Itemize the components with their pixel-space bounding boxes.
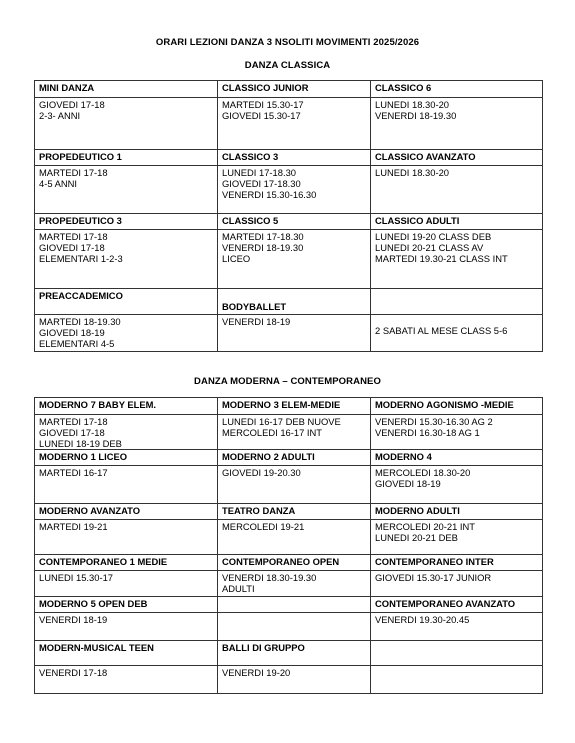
course-schedule <box>218 613 371 641</box>
course-name: MODERNO 5 OPEN DEB <box>35 597 218 613</box>
course-name: MODERNO 7 BABY ELEM. <box>35 398 218 415</box>
course-schedule: LUNEDI 19-20 CLASS DEB LUNEDI 20-21 CLASS AV MARTEDI 19.30-21 CLASS INT <box>371 230 543 289</box>
course-schedule <box>371 666 543 694</box>
course-schedule: MARTEDI 19-21 <box>35 520 218 555</box>
course-name: BODYBALLET <box>218 289 371 315</box>
course-name: MODERNO AVANZATO <box>35 504 218 520</box>
course-name: CONTEMPORANEO AVANZATO <box>371 597 543 613</box>
course-name: CLASSICO ADULTI <box>371 214 543 230</box>
course-schedule: LUNEDI 18.30-20 VENERDI 18-19.30 <box>371 98 543 150</box>
section-title-moderna: DANZA MODERNA – CONTEMPORANEO <box>194 376 381 387</box>
course-schedule: VENERDI 19.30-20.45 <box>371 613 543 641</box>
course-name <box>371 289 543 315</box>
course-schedule: GIOVEDI 17-18 2-3- ANNI <box>35 98 218 150</box>
course-name: MODERNO 1 LICEO <box>35 450 218 466</box>
course-schedule: MARTEDI 17-18 GIOVEDI 17-18 ELEMENTARI 1-2-3 <box>35 230 218 289</box>
course-schedule: MARTEDI 17-18 4-5 ANNI <box>35 166 218 214</box>
course-schedule: MARTEDI 17-18.30 VENERDI 18-19.30 LICEO <box>218 230 371 289</box>
course-schedule: VENERDI 17-18 <box>35 666 218 694</box>
course-schedule: LUNEDI 17-18.30 GIOVEDI 17-18.30 VENERDI 15.30-16.30 <box>218 166 371 214</box>
course-name: CONTEMPORANEO OPEN <box>218 555 371 571</box>
course-schedule: GIOVEDI 19-20.30 <box>218 466 371 504</box>
course-name: MODERNO 2 ADULTI <box>218 450 371 466</box>
course-name <box>218 597 371 613</box>
course-schedule: LUNEDI 16-17 DEB NUOVE MERCOLEDI 16-17 INT <box>218 415 371 450</box>
course-name: TEATRO DANZA <box>218 504 371 520</box>
section-title-classica: DANZA CLASSICA <box>244 60 331 71</box>
course-name: PROPEDEUTICO 3 <box>35 214 218 230</box>
course-schedule: MARTEDI 18-19.30 GIOVEDI 18-19 ELEMENTARI 4-5 <box>35 315 218 352</box>
course-schedule: MERCOLEDI 18.30-20 GIOVEDI 18-19 <box>371 466 543 504</box>
course-schedule: MERCOLEDI 19-21 <box>218 520 371 555</box>
course-name: CLASSICO JUNIOR <box>218 81 371 98</box>
course-name: MODERN-MUSICAL TEEN <box>35 641 218 666</box>
course-schedule: LUNEDI 18.30-20 <box>371 166 543 214</box>
course-name: MODERNO AGONISMO -MEDIE <box>371 398 543 415</box>
course-name: MODERNO ADULTI <box>371 504 543 520</box>
course-schedule: MERCOLEDI 20-21 INT LUNEDI 20-21 DEB <box>371 520 543 555</box>
document-title: ORARI LEZIONI DANZA 3 NSOLITI MOVIMENTI 2025/2026 <box>155 37 420 48</box>
course-schedule: VENERDI 15.30-16.30 AG 2 VENERDI 16.30-18 AG 1 <box>371 415 543 450</box>
course-schedule: MARTEDI 16-17 <box>35 466 218 504</box>
course-name: CLASSICO AVANZATO <box>371 150 543 166</box>
course-schedule: VENERDI 18-19 <box>218 315 371 352</box>
course-name: PREACCADEMICO <box>35 289 218 315</box>
course-schedule: MARTEDI 17-18 GIOVEDI 17-18 LUNEDI 18-19 DEB <box>35 415 218 450</box>
schedule-table-classica <box>34 80 543 352</box>
schedule-table-moderna <box>34 397 543 694</box>
course-name: CONTEMPORANEO INTER <box>371 555 543 571</box>
course-name <box>371 641 543 666</box>
course-name: MODERNO 3 ELEM-MEDIE <box>218 398 371 415</box>
course-name: CLASSICO 3 <box>218 150 371 166</box>
course-schedule: VENERDI 19-20 <box>218 666 371 694</box>
course-name: PROPEDEUTICO 1 <box>35 150 218 166</box>
course-name: CLASSICO 5 <box>218 214 371 230</box>
course-name: CLASSICO 6 <box>371 81 543 98</box>
course-schedule: LUNEDI 15.30-17 <box>35 571 218 597</box>
course-name: BALLI DI GRUPPO <box>218 641 371 666</box>
course-name: MODERNO 4 <box>371 450 543 466</box>
course-schedule: 2 SABATI AL MESE CLASS 5-6 <box>371 315 543 352</box>
course-name: CONTEMPORANEO 1 MEDIE <box>35 555 218 571</box>
course-schedule: MARTEDI 15.30-17 GIOVEDI 15.30-17 <box>218 98 371 150</box>
course-schedule: VENERDI 18.30-19.30 ADULTI <box>218 571 371 597</box>
course-schedule: VENERDI 18-19 <box>35 613 218 641</box>
course-schedule: GIOVEDI 15.30-17 JUNIOR <box>371 571 543 597</box>
course-name: MINI DANZA <box>35 81 218 98</box>
